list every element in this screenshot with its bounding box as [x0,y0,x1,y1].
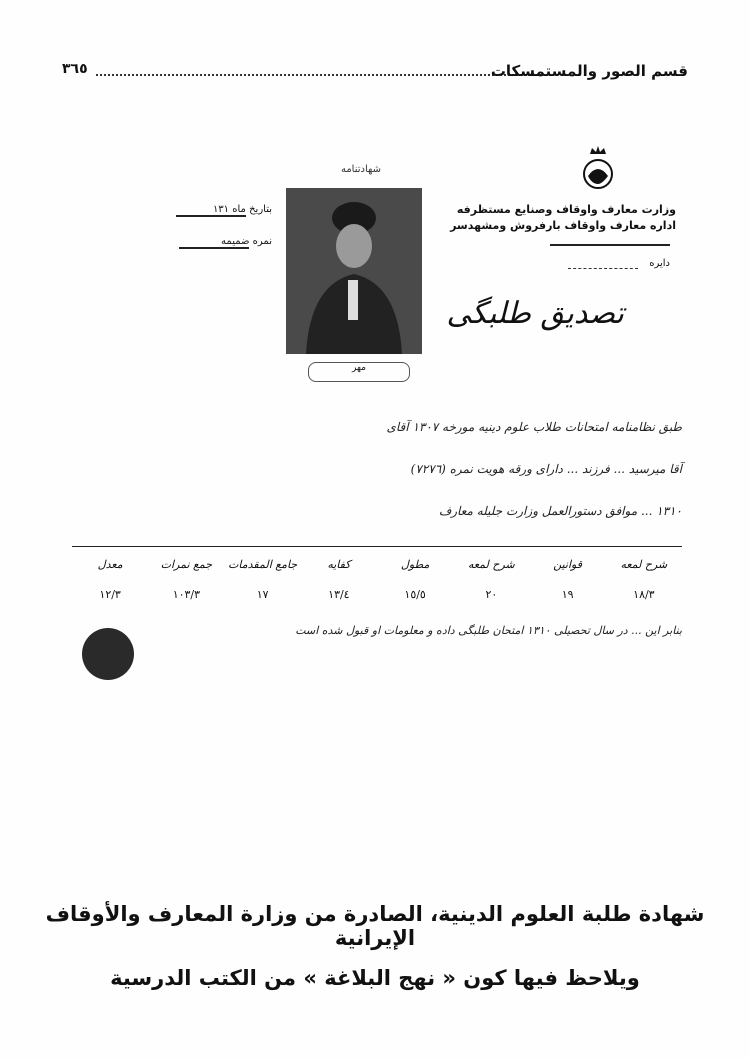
date-label: بتاریخ [249,204,272,215]
department-label: دایره [649,258,670,269]
grade-values [72,588,682,601]
grade-header: معدل [97,558,123,571]
ministry-line-1: وزارت معارف واوقاف وصنایع مستظرفه [456,203,676,216]
page-header [62,62,688,86]
number-label: نمره [252,236,272,247]
date-field [102,204,272,217]
section-title: قسم الصور والمستمسكات [490,62,688,80]
grade-header: کفایه [327,558,351,571]
grade-value: ١٨/٣ [633,588,655,601]
grade-value: ١٣/٤ [328,588,350,601]
grade-value: ١٩ [561,588,574,601]
caption-line-1: شهادة طلبة العلوم الدينية، الصادرة من وزارة المعارف والأوقاف الإيرانية [45,902,705,950]
page-number: ٣٦٥ [62,61,88,77]
grade-header: جمع نمرات [160,558,213,571]
certificate-title: تصدیق طلبگی [446,296,624,331]
ministry-line-2: اداره معارف واوقاف بارفروش ومشهدسر [450,219,676,232]
leader-dots [96,74,542,76]
ministry-rule [550,244,670,246]
grade-value: ١٧ [256,588,269,601]
grade-header: جامع المقدمات [228,558,298,571]
grade-value: ١٠٣/٣ [172,588,201,601]
number-field [92,236,272,249]
body-line-3: ١٣١٠ ... موافق دستورالعمل وزارت جلیله معارف [438,504,682,518]
grade-header: شرح لمعه [467,558,515,571]
body-line-2: آقا میرسید ... فرزند ... دارای ورقه هویت نمره (٧٢٧٦) [410,462,682,476]
photo-stamp-text: شهادتنامه [340,164,382,175]
number-value: ضمیمه [179,236,249,249]
department-dash [568,268,638,269]
grade-header: مطول [400,558,430,571]
photo-seal-caption: مهر [308,362,410,382]
grade-value: ٢٠ [485,588,498,601]
grades-rule [72,546,682,547]
ministry-header [450,202,676,234]
student-photo [286,188,422,354]
grade-header: شرح لمعه [620,558,668,571]
grade-value: ١٥/٥ [404,588,426,601]
grade-headers [72,558,682,571]
grade-header: قوانین [553,558,582,571]
date-value: ماه ١٣١ [176,204,246,217]
grade-value: ١٢/٣ [99,588,121,601]
body-line-1: طبق نظامنامه امتحانات طلاب علوم دینیه مورخه ١٣٠٧ آقای [386,420,682,434]
official-seal-icon [82,628,134,680]
caption-line-2: ويلاحظ فيها كون « نهج البلاغة » من الكتب الدرسية [110,966,640,990]
certificate-document [72,140,682,700]
certificate-footer-line: بنابر این ... در سال تحصیلی ١٣١٠ امتحان طلبگی داده و معلومات او قبول شده است [295,624,682,637]
lion-and-sun-emblem-icon [576,144,620,194]
